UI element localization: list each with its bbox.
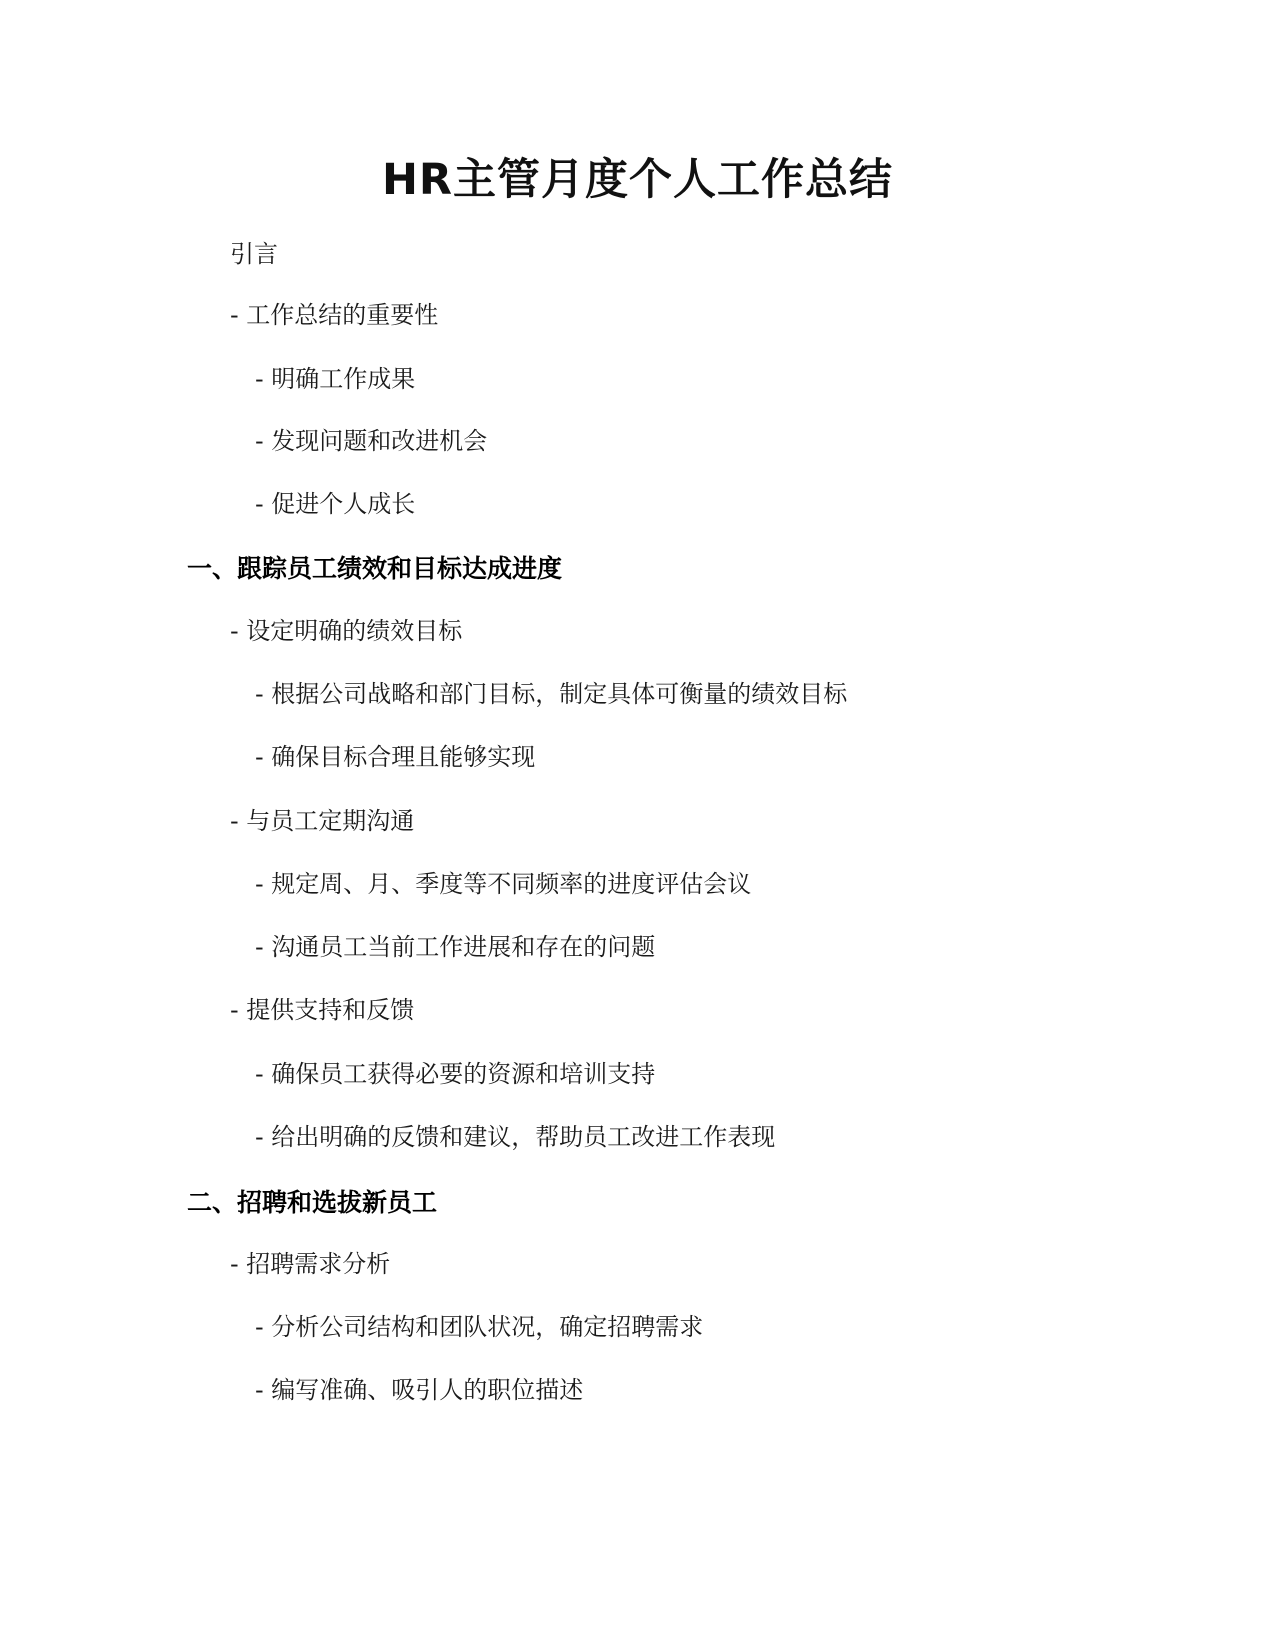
- list-item: - 提供支持和反馈: [230, 996, 415, 1024]
- document-title: HR主管月度个人工作总结: [381, 155, 894, 205]
- list-subitem: - 确保目标合理且能够实现: [255, 743, 536, 771]
- intro-subitem: - 促进个人成长: [255, 490, 416, 518]
- intro-subitem: - 明确工作成果: [255, 365, 416, 393]
- list-subitem: - 根据公司战略和部门目标，制定具体可衡量的绩效目标: [255, 680, 848, 708]
- intro-heading: 引言: [230, 240, 278, 268]
- list-item: - 与员工定期沟通: [230, 807, 415, 835]
- list-subitem: - 给出明确的反馈和建议，帮助员工改进工作表现: [255, 1123, 776, 1151]
- list-subitem: - 沟通员工当前工作进展和存在的问题: [255, 933, 656, 961]
- section-heading-2: 二、招聘和选拔新员工: [187, 1188, 438, 1217]
- list-subitem: - 规定周、月、季度等不同频率的进度评估会议: [255, 870, 752, 898]
- list-subitem: - 确保员工获得必要的资源和培训支持: [255, 1060, 656, 1088]
- list-item: - 招聘需求分析: [230, 1250, 391, 1278]
- intro-subitem: - 发现问题和改进机会: [255, 427, 488, 455]
- section-heading-1: 一、跟踪员工绩效和目标达成进度: [187, 554, 563, 583]
- intro-item: - 工作总结的重要性: [230, 301, 439, 329]
- list-subitem: - 编写准确、吸引人的职位描述: [255, 1376, 584, 1404]
- list-subitem: - 分析公司结构和团队状况，确定招聘需求: [255, 1313, 704, 1341]
- list-item: - 设定明确的绩效目标: [230, 617, 463, 645]
